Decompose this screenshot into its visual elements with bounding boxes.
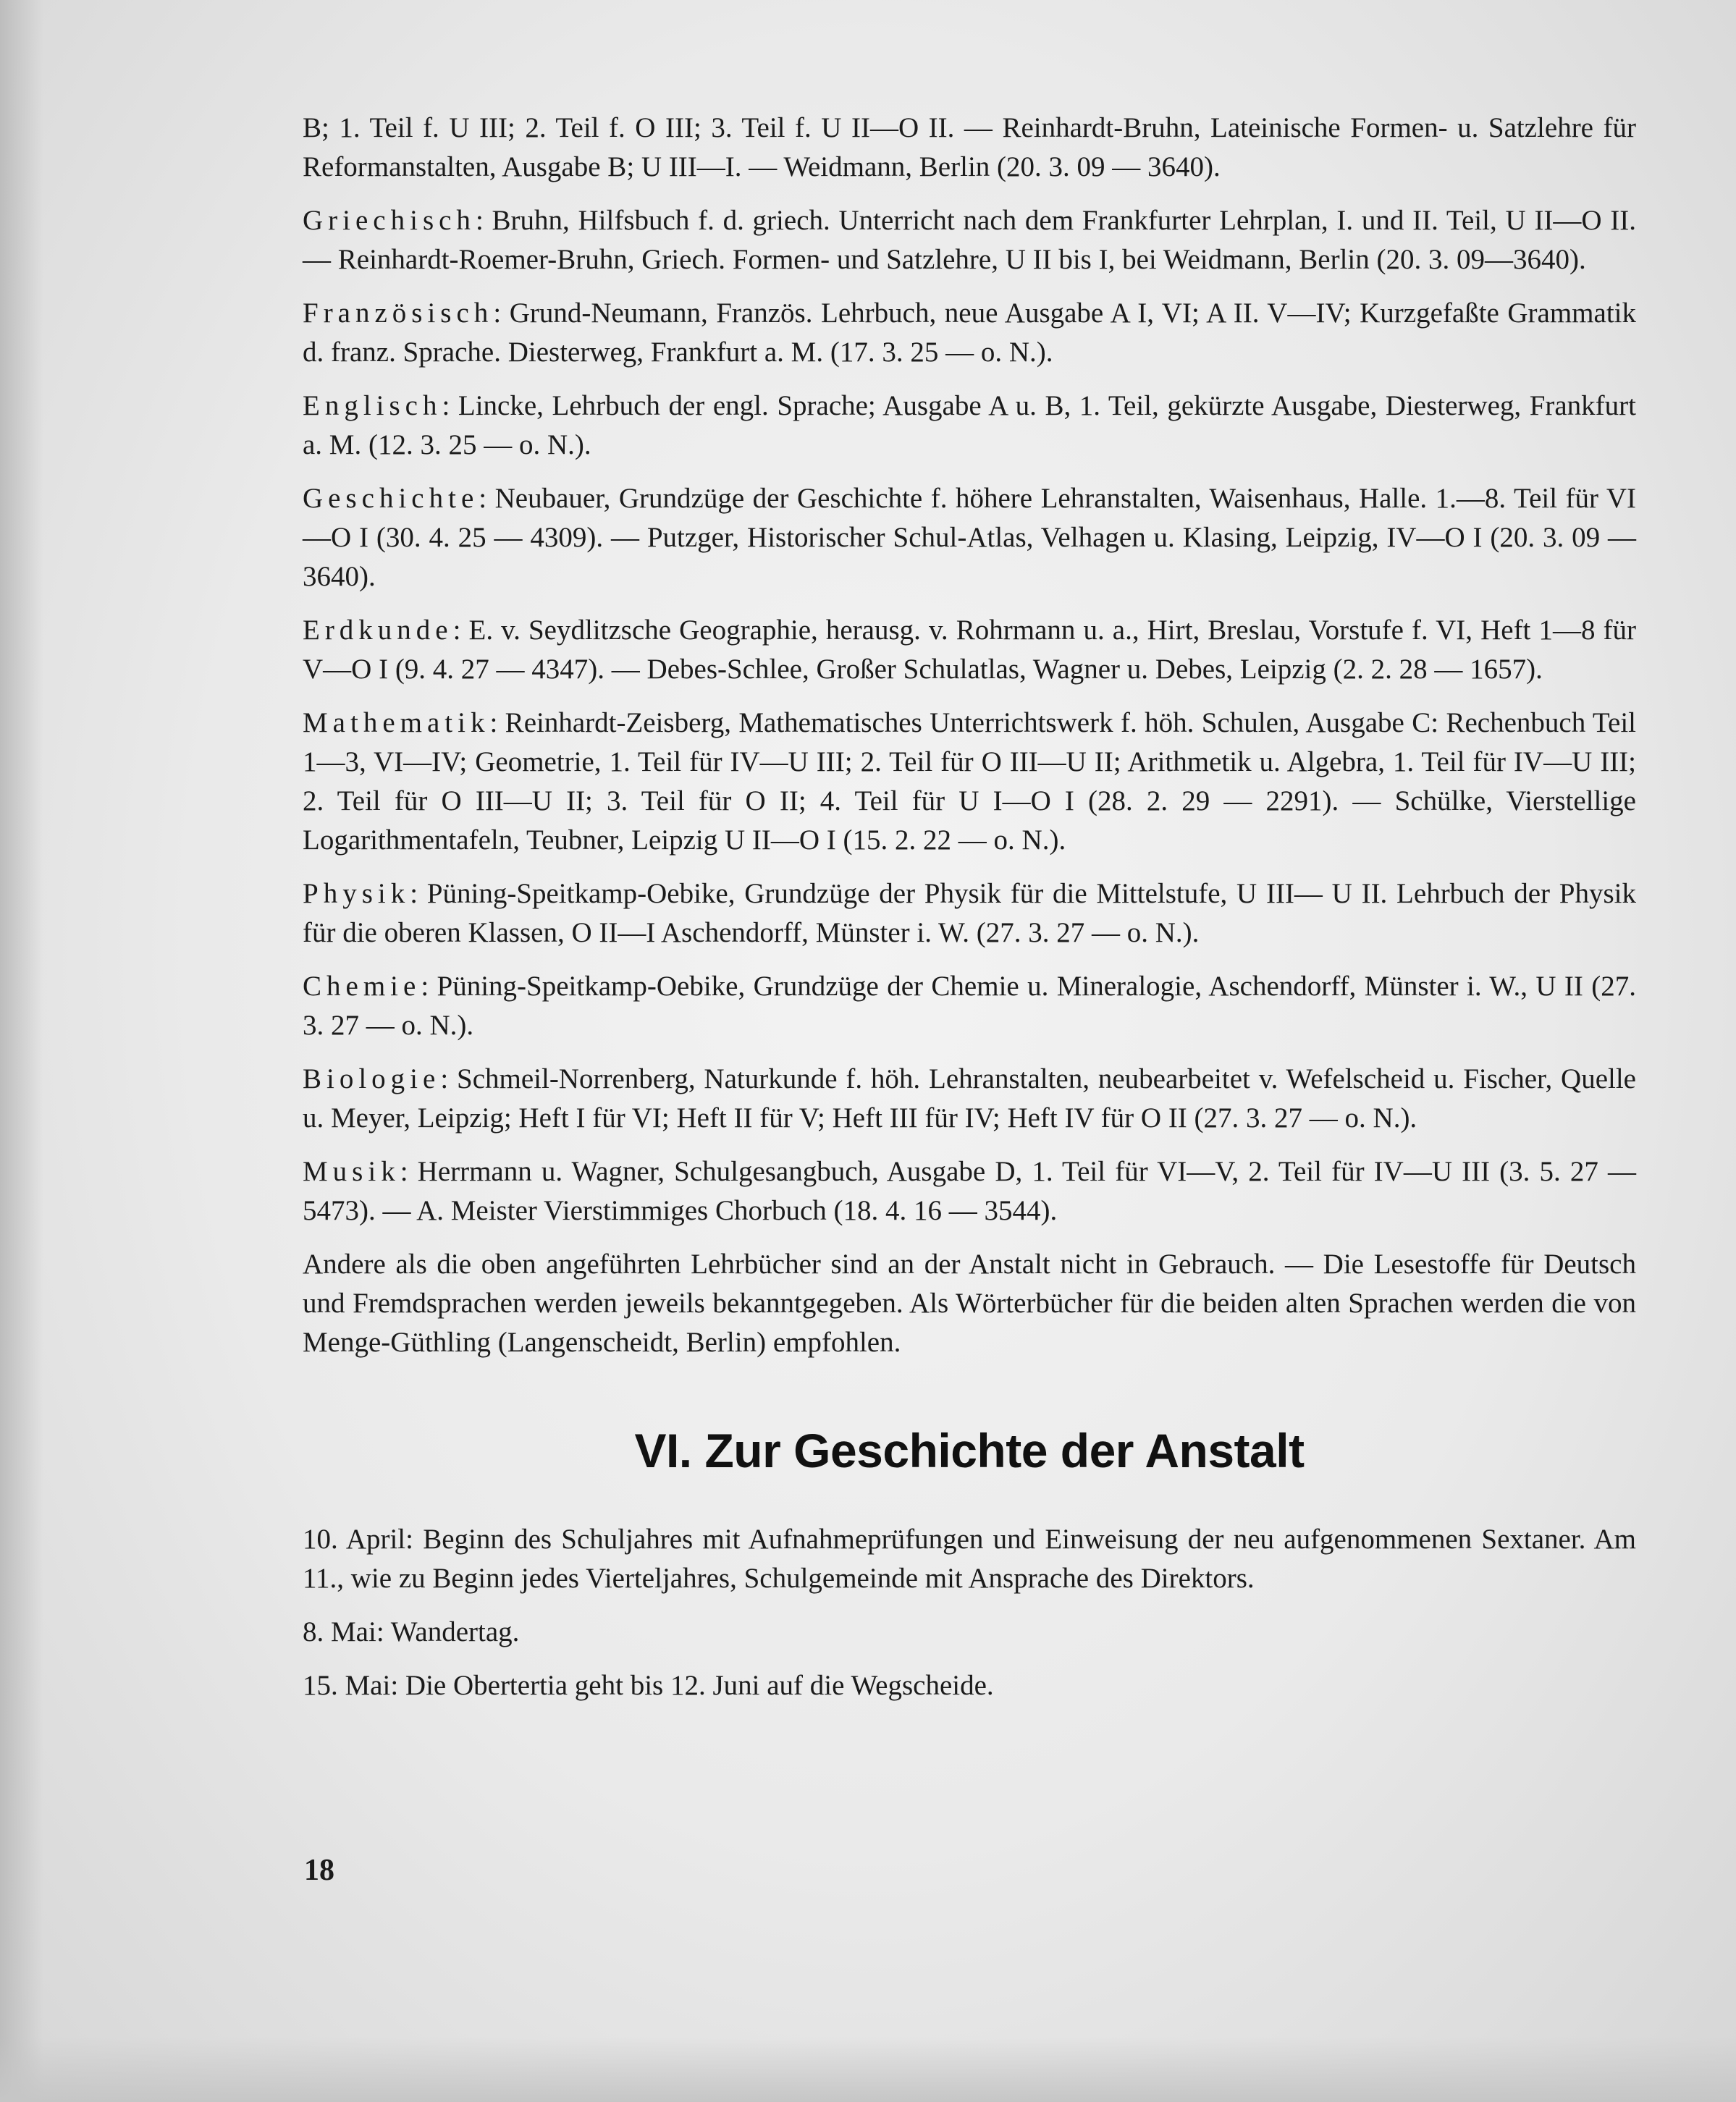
paragraph-franzoesisch [303,294,1636,372]
paragraph-text: : E. v. Seydlitzsche Geographie, herausg. v. Rohrmann u. a., Hirt, Breslau, Vorstufe f. VI, Heft 1—8 für V—O I (9. 4. 27 — 4347). — Debes-Schlee, Großer Schulatlas, Wagner u. Debes, Leipzig (2. 2. 28 — 1657). [303,615,1636,685]
subject-label: Musik [303,1156,400,1187]
section-heading: VI. Zur Geschichte der Anstalt [634,1424,1305,1477]
paragraph-text: : Schmeil-Norrenberg, Naturkunde f. höh. Lehranstalten, neubearbeitet v. Wefelscheid u. Fischer, Quelle u. Meyer, Leipzig; Heft I für VI; Heft II für V; Heft III für IV; Heft IV für O II (27. 3. 27 — o. N.). [303,1063,1636,1134]
paragraph-latin-continued [303,109,1636,187]
paragraph-chemie [303,967,1636,1045]
subject-label: Physik [303,878,410,909]
paragraph-erdkunde [303,611,1636,689]
page-edge-shadow [0,0,43,2102]
subject-label: Chemie [303,971,421,1002]
history-entry: 10. April: Beginn des Schuljahres mit Aufnahmeprüfungen und Einweisung der neu aufgenommenen Sextaner. Am 11., wie zu Beginn jedes Vierteljahres, Schulgemeinde mit Ansprache des Direktors. [303,1524,1636,1594]
paragraph-text: : Herrmann u. Wagner, Schulgesangbuch, Ausgabe D, 1. Teil für VI—V, 2. Teil für IV—U III (3. 5. 27 — 5473). — A. Meister Vierstimmiges Chorbuch (18. 4. 16 — 3544). [303,1156,1636,1226]
paragraph-biologie [303,1060,1636,1138]
subject-label: Englisch [303,390,442,421]
paragraph-mathematik [303,704,1636,860]
paragraph-text: : Bruhn, Hilfsbuch f. d. griech. Unterricht nach dem Frankfurter Lehrplan, I. und II. Teil, U II—O II. — Reinhardt-Roemer-Bruhn, Griech. Formen- und Satzlehre, U II bis I, bei Weidmann, Berlin (20. 3. 09—3640). [303,205,1636,275]
text-block [303,109,1636,1720]
paragraph-text: : Reinhardt-Zeisberg, Mathematisches Unterrichtswerk f. höh. Schulen, Ausgabe C: Rechenbuch Teil 1—3, VI—IV; Geometrie, 1. Teil für IV—U III; 2. Teil für O III—U II; Arithmetik u. Algebra, 1. Teil für IV—U III; 2. Teil für O III—U II; 3. Teil für O II; 4. Teil für U I—O I (28. 2. 29 — 2291). — Schülke, Vierstellige Logarithmentafeln, Teubner, Leipzig U II—O I (15. 2. 22 — o. N.). [303,707,1636,856]
paragraph-text: : Lincke, Lehrbuch der engl. Sprache; Ausgabe A u. B, 1. Teil, gekürzte Ausgabe, Diesterweg, Frankfurt a. M. (12. 3. 25 — o. N.). [303,390,1636,460]
paragraph-text: : Püning-Speitkamp-Oebike, Grundzüge der Physik für die Mittelstufe, U III— U II. Lehrbuch der Physik für die oberen Klassen, O II—I Aschendorff, Münster i. W. (27. 3. 27 — o. N.). [303,878,1636,948]
paragraph-musik [303,1152,1636,1231]
page-bottom-shadow [0,2037,1736,2102]
paragraph-closing-note [303,1245,1636,1362]
page-number: 18 [304,1854,334,1887]
subject-label: Erdkunde [303,615,453,646]
history-entry: 8. Mai: Wandertag. [303,1616,520,1647]
history-entry: 15. Mai: Die Obertertia geht bis 12. Juni auf die Wegscheide. [303,1670,994,1701]
paragraph-englisch [303,387,1636,465]
paragraph-text: Andere als die oben angeführten Lehrbücher sind an der Anstalt nicht in Gebrauch. — Die Lesestoffe für Deutsch und Fremdsprachen werden jeweils bekanntgegeben. Als Wörterbücher für die beiden alten Sprachen werden die von Menge-Güthling (Langenscheidt, Berlin) empfohlen. [303,1249,1636,1358]
subject-label: Biologie [303,1063,441,1094]
subject-label: Mathematik [303,707,490,738]
subject-label: Griechisch [303,205,476,236]
paragraph-griechisch [303,201,1636,279]
subject-label: Französisch [303,297,494,329]
paragraph-text: : Neubauer, Grundzüge der Geschichte f. höhere Lehranstalten, Waisenhaus, Halle. 1.—8. Teil für VI—O I (30. 4. 25 — 4309). — Putzger, Historischer Schul-Atlas, Velhagen u. Klasing, Leipzig, IV—O I (20. 3. 09 —3640). [303,483,1636,592]
subject-label: Geschichte [303,483,479,514]
paragraph-text: : Püning-Speitkamp-Oebike, Grundzüge der Chemie u. Mineralogie, Aschendorff, Münster i. W., U II (27. 3. 27 — o. N.). [303,971,1636,1041]
paragraph-geschichte [303,479,1636,596]
paragraph-physik [303,874,1636,953]
paragraph-text: B; 1. Teil f. U III; 2. Teil f. O III; 3. Teil f. U II—O II. — Reinhardt-Bruhn, Lateinische Formen- u. Satzlehre für Reformanstalten, Ausgabe B; U III—I. — Weidmann, Berlin (20. 3. 09 — 3640). [303,112,1636,182]
paragraph-text: : Grund-Neumann, Französ. Lehrbuch, neue Ausgabe A I, VI; A II. V—IV; Kurzgefaßte Grammatik d. franz. Sprache. Diesterweg, Frankfurt a. M. (17. 3. 25 — o. N.). [303,297,1636,368]
